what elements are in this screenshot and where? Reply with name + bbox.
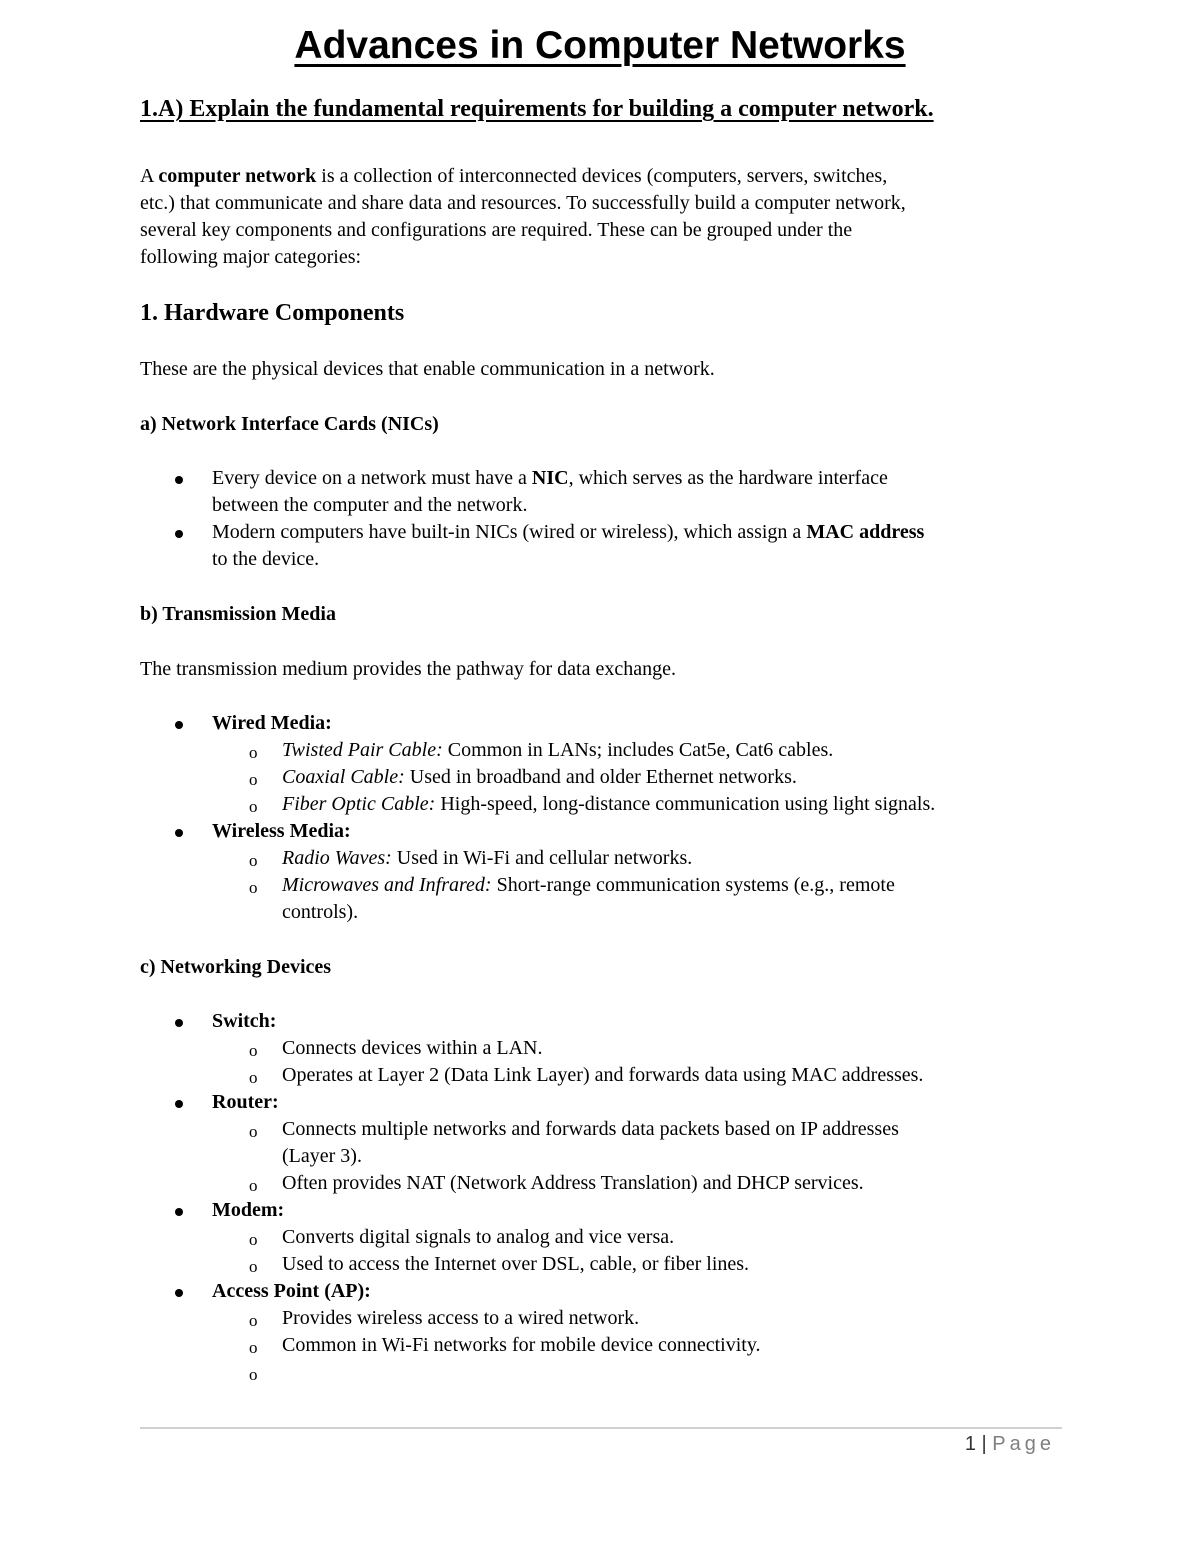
circle-bullet-icon: o: [249, 1176, 258, 1195]
access-point-item-1: Provides wireless access to a wired network.: [282, 1307, 640, 1329]
circle-bullet-icon: o: [249, 851, 258, 870]
page-label: Page: [992, 1433, 1055, 1455]
question-heading: 1.A) Explain the fundamental requirements for building a computer network.: [140, 96, 934, 122]
bullet-icon: [175, 1100, 183, 1108]
switch-item-2: Operates at Layer 2 (Data Link Layer) and forwards data using MAC addresses.: [282, 1064, 924, 1086]
wireless-media-label: Wireless Media:: [212, 820, 351, 842]
circle-bullet-icon: o: [249, 797, 258, 816]
nic-bullet-1-cont: between the computer and the network.: [212, 494, 528, 516]
bullet-icon: [175, 1289, 183, 1297]
footer-separator: |: [981, 1433, 987, 1455]
wired-coaxial: Coaxial Cable: Used in broadband and older Ethernet networks.: [282, 766, 797, 788]
intro-line-4: following major categories:: [140, 246, 362, 268]
subheading-media: b) Transmission Media: [140, 603, 336, 625]
nic-bullet-1: Every device on a network must have a NIC, which serves as the hardware interface: [212, 467, 888, 489]
media-lead: The transmission medium provides the pathway for data exchange.: [140, 658, 676, 680]
switch-label: Switch:: [212, 1010, 277, 1032]
section-heading-hardware: 1. Hardware Components: [140, 300, 405, 326]
router-item-1-cont: (Layer 3).: [282, 1145, 362, 1167]
router-item-2: Often provides NAT (Network Address Translation) and DHCP services.: [282, 1172, 864, 1194]
intro-line-1: A computer network is a collection of interconnected devices (computers, servers, switches,: [140, 165, 888, 187]
access-point-label: Access Point (AP):: [212, 1280, 371, 1302]
circle-bullet-icon: o: [249, 1122, 258, 1141]
circle-bullet-icon: o: [249, 1257, 258, 1276]
intro-line-3: several key components and configurations are required. These can be grouped under the: [140, 219, 853, 241]
router-label: Router:: [212, 1091, 279, 1113]
subheading-devices: c) Networking Devices: [140, 956, 332, 978]
wireless-radio: Radio Waves: Used in Wi-Fi and cellular networks.: [282, 847, 693, 869]
bullet-icon: [175, 829, 183, 837]
page-footer: [965, 1433, 1055, 1456]
intro-line-2: etc.) that communicate and share data and resources. To successfully build a computer network,: [140, 192, 906, 214]
circle-bullet-icon: o: [249, 1068, 258, 1087]
wired-twisted-pair: Twisted Pair Cable: Common in LANs; includes Cat5e, Cat6 cables.: [282, 739, 834, 761]
document-title: Advances in Computer Networks: [294, 24, 906, 67]
section-lead: These are the physical devices that enable communication in a network.: [140, 358, 715, 380]
wired-fiber: Fiber Optic Cable: High-speed, long-distance communication using light signals.: [282, 793, 936, 815]
bullet-icon: [175, 530, 183, 538]
bullet-icon: [175, 1019, 183, 1027]
circle-bullet-icon: o: [249, 878, 258, 897]
circle-bullet-icon: o: [249, 1041, 258, 1060]
circle-bullet-icon: o: [249, 743, 258, 762]
switch-item-1: Connects devices within a LAN.: [282, 1037, 543, 1059]
wireless-microwave-cont: controls).: [282, 901, 359, 923]
wired-media-label: Wired Media:: [212, 712, 332, 734]
modem-label: Modem:: [212, 1199, 285, 1221]
footer-divider: [140, 1427, 1062, 1429]
bullet-icon: [175, 476, 183, 484]
nic-bullet-2-cont: to the device.: [212, 548, 320, 570]
nic-bullet-2: Modern computers have built-in NICs (wired or wireless), which assign a MAC address: [212, 521, 925, 543]
intro-term: computer network: [158, 165, 317, 187]
router-item-1: Connects multiple networks and forwards data packets based on IP addresses: [282, 1118, 899, 1140]
wireless-microwave: Microwaves and Infrared: Short-range communication systems (e.g., remote: [282, 874, 895, 896]
subheading-nic: a) Network Interface Cards (NICs): [140, 413, 439, 435]
bullet-icon: [175, 1208, 183, 1216]
circle-bullet-icon: o: [249, 1338, 258, 1357]
modem-item-1: Converts digital signals to analog and vice versa.: [282, 1226, 675, 1248]
modem-item-2: Used to access the Internet over DSL, cable, or fiber lines.: [282, 1253, 750, 1275]
circle-bullet-icon: o: [249, 1230, 258, 1249]
access-point-item-2: Common in Wi-Fi networks for mobile device connectivity.: [282, 1334, 761, 1356]
circle-bullet-icon: o: [249, 1311, 258, 1330]
bullet-icon: [175, 721, 183, 729]
circle-bullet-icon: o: [249, 770, 258, 789]
page-number: 1: [964, 1433, 976, 1455]
circle-bullet-icon: o: [249, 1365, 258, 1384]
